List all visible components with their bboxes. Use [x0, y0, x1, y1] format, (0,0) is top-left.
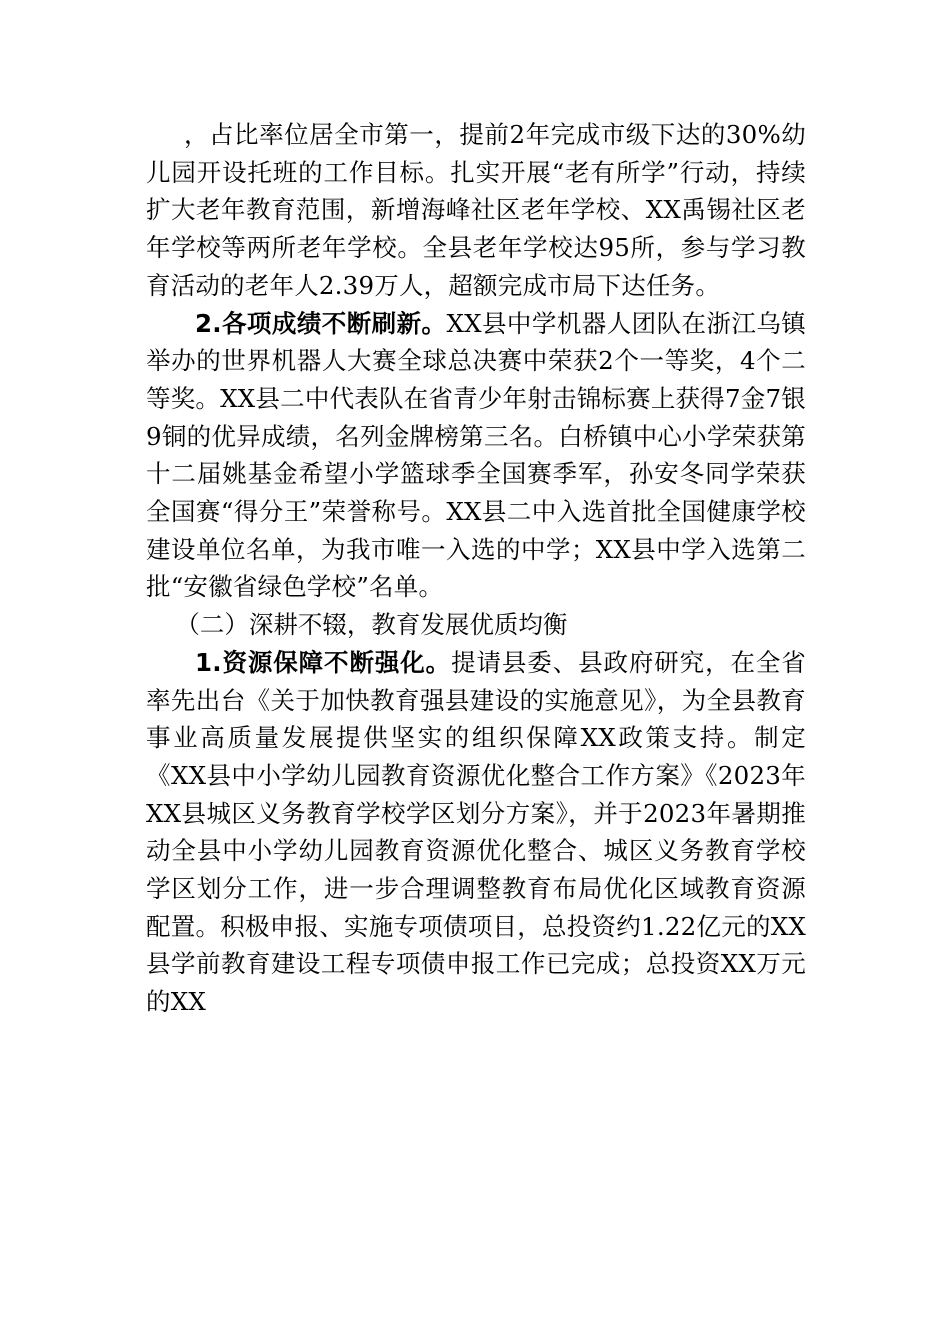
paragraph-text: ，占比率位居全市第一，提前2年完成市级下达的30%幼儿园开设托班的工作目标。扎实开展“老有所学”行动，持续扩大老年教育范围，新增海峰社区老年学校、XX禹锡社区老年学校等两所老年学校。全县老年学校达95所，参与学习教育活动的老年人2.39万人，超额完成市局下达任务。	[146, 120, 806, 300]
paragraph-achievements	[146, 305, 806, 607]
paragraph-text: XX县中学机器人团队在浙江乌镇举办的世界机器人大赛全球总决赛中荣获2个一等奖，4个二等奖。XX县二中代表队在省青少年射击锦标赛上获得7金7银9铜的优异成绩，名列金牌榜第三名。白桥镇中心小学荣获第十二届姚基金希望小学篮球季全国赛季军，孙安冬同学荣获全国赛“得分王”荣誉称号。XX县二中入选首批全国健康学校建设单位名单，为我市唯一入选的中学；XX县中学入选第二批“安徽省绿色学校”名单。	[146, 308, 806, 602]
paragraph-lead-heading: 2.各项成绩不断刷新。	[195, 308, 447, 338]
section-heading: （二）深耕不辍，教育发展优质均衡	[175, 610, 568, 640]
paragraph-text: 提请县委、县政府研究，在全省率先出台《关于加快教育强县建设的实施意见》，为全县教育事业高质量发展提供坚实的组织保障XX政策支持。制定《XX县中小学幼儿园教育资源优化整合工作方案》《2023年XX县城区义务教育学校学区划分方案》，并于2023年暑期推动全县中小学幼儿园教育资源优化整合、城区义务教育学校学区划分工作，进一步合理调整教育布局优化区域教育资源配置。积极申报、实施专项债项目，总投资约1.22亿元的XX县学前教育建设工程专项债申报工作已完成；总投资XX万元的XX	[146, 647, 806, 1017]
paragraph-resource-guarantee	[146, 644, 806, 1021]
document-page	[146, 116, 806, 1021]
paragraph-lead-heading: 1.资源保障不断强化。	[195, 647, 452, 677]
paragraph-elderly-education	[146, 116, 806, 305]
